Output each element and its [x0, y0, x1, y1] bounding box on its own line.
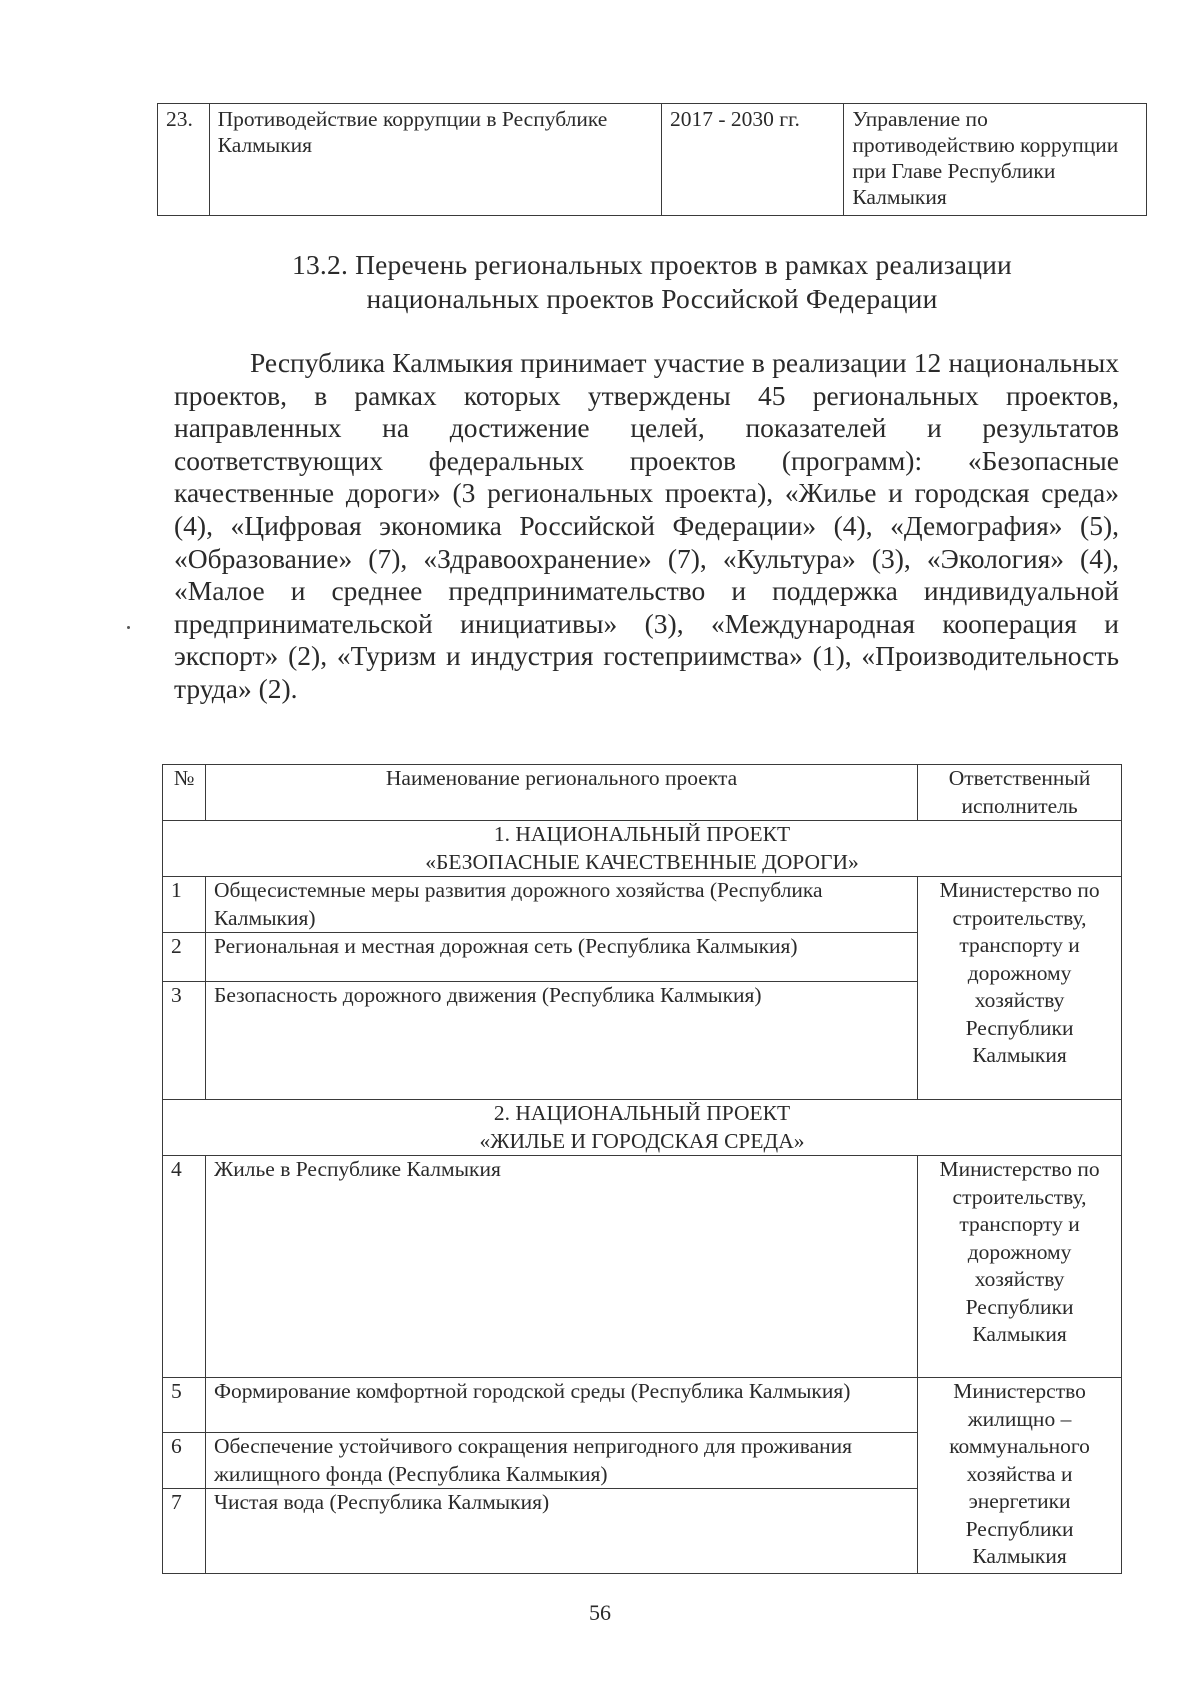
header-project-name: Наименование регионального проекта: [205, 765, 917, 821]
continuation-table: [157, 103, 1147, 216]
table-header-row: [163, 765, 1122, 821]
np1-line-1: 1. НАЦИОНАЛЬНЫЙ ПРОЕКТ: [493, 822, 791, 846]
table-row: [163, 1378, 1122, 1433]
header-number: №: [163, 765, 206, 821]
national-project-2: [163, 1100, 1122, 1156]
np1-responsible: Министерство по строительству, транспорту и дорожному хозяйству Республики Калмыкия: [918, 877, 1122, 1100]
header-responsible: Ответственный исполнитель: [918, 765, 1122, 821]
section-title-line-2: национальных проектов Российской Федерации: [366, 283, 938, 314]
program-name: Противодействие коррупции в Республике Калмыкия: [209, 104, 661, 216]
program-responsible: Управление по противодействию коррупции при Главе Республики Калмыкия: [844, 104, 1147, 216]
section-paragraph: [174, 347, 1119, 706]
project-number: 3: [163, 982, 206, 1100]
np1-line-2: «БЕЗОПАСНЫЕ КАЧЕСТВЕННЫЕ ДОРОГИ»: [425, 849, 859, 874]
project-number: 7: [163, 1489, 206, 1574]
project-number: 1: [163, 877, 206, 933]
row-number: 23.: [158, 104, 210, 216]
np2-responsible-housing: Министерство жилищно – коммунального хозяйства и энергетики Республики Калмыкия: [918, 1378, 1122, 1574]
page-number: 56: [589, 1600, 611, 1625]
project-name: Общесистемные меры развития дорожного хозяйства (Республика Калмыкия): [205, 877, 917, 933]
scan-artifact-dot: [127, 626, 130, 629]
np2-line-1: 2. НАЦИОНАЛЬНЫЙ ПРОЕКТ: [493, 1101, 791, 1125]
project-number: 5: [163, 1378, 206, 1433]
project-number: 6: [163, 1433, 206, 1489]
project-name: Жилье в Республике Калмыкия: [205, 1156, 917, 1378]
national-project-1: [163, 821, 1122, 877]
project-name: Формирование комфортной городской среды (Республика Калмыкия): [205, 1378, 917, 1433]
paragraph-text: Республика Калмыкия принимает участие в реализации 12 национальных проектов, в рамках которых утверждены 45 региональных проектов, направленных на достижение целей, показателей и результатов соответствующих федеральных проектов (программ): «Безопасные качественные дороги» (3 региональных проекта), «Жилье и городская среда» (4), «Цифровая экономика Российской Федерации» (4), «Демография» (5), «Образование» (7), «Здравоохранение» (7), «Культура» (3), «Экология» (4), «Малое и среднее предпринимательство и поддержка индивидуальной предпринимательской инициативы» (3), «Международная кооперация и экспорт» (2), «Туризм и индустрия гостеприимства» (1), «Производительность труда» (2).: [174, 347, 1119, 704]
project-name: Безопасность дорожного движения (Республика Калмыкия): [205, 982, 917, 1100]
project-name: Региональная и местная дорожная сеть (Республика Калмыкия): [205, 933, 917, 982]
project-name: Чистая вода (Республика Калмыкия): [205, 1489, 917, 1574]
project-number: 2: [163, 933, 206, 982]
np2-line-2: «ЖИЛЬЕ И ГОРОДСКАЯ СРЕДА»: [479, 1128, 805, 1153]
program-period: 2017 - 2030 гг.: [661, 104, 843, 216]
table-row: [163, 1156, 1122, 1378]
project-name: Обеспечение устойчивого сокращения непригодного для проживания жилищного фонда (Республика Калмыкия): [205, 1433, 917, 1489]
regional-projects-table: [162, 764, 1122, 1574]
national-project-row: [163, 1100, 1122, 1156]
table-row: [158, 104, 1147, 216]
project-number: 4: [163, 1156, 206, 1378]
np2-responsible-construction: Министерство по строительству, транспорту и дорожному хозяйству Республики Калмыкия: [918, 1156, 1122, 1378]
national-project-row: [163, 821, 1122, 877]
table-row: [163, 877, 1122, 933]
section-title-line-1: 13.2. Перечень региональных проектов в рамках реализации: [292, 249, 1012, 280]
section-title: [157, 248, 1147, 316]
